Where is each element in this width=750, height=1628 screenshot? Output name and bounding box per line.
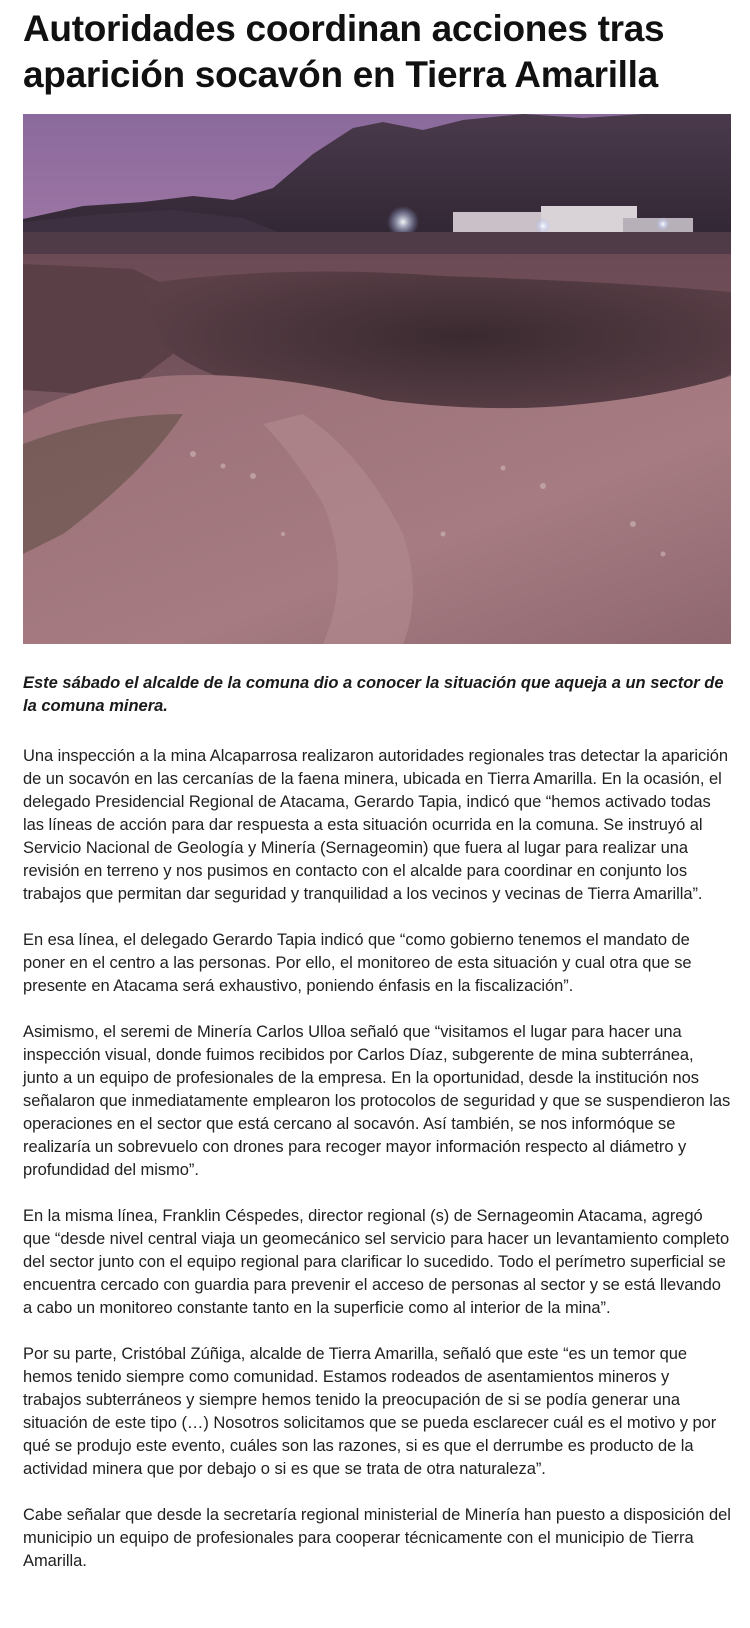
article-paragraph: Cabe señalar que desde la secretaría regional ministerial de Minería han puesto a disposición del municipio un equipo de profesionales para cooperar técnicamente con el municipio de Tierra Amarilla.	[23, 1506, 731, 1570]
article-body	[23, 745, 731, 1573]
news-article	[23, 0, 731, 1573]
article-headline: Autoridades coordinan acciones tras aparición socavón en Tierra Amarilla	[23, 8, 665, 95]
sinkhole-photo	[23, 114, 731, 644]
sinkhole-photo-illustration	[23, 114, 731, 644]
article-lead: Este sábado el alcalde de la comuna dio a conocer la situación que aqueja a un sector de la comuna minera.	[23, 674, 724, 715]
article-paragraph: En esa línea, el delegado Gerardo Tapia indicó que “como gobierno tenemos el mandato de poner en el centro a las personas. Por ello, el monitoreo de esta situación y cual otra que se presente en Atacama será exhaustivo, poniendo énfasis en la fiscalización”.	[23, 931, 692, 995]
article-paragraph: Por su parte, Cristóbal Zúñiga, alcalde de Tierra Amarilla, señaló que este “es un temor que hemos tenido siempre como comunidad. Estamos rodeados de asentamientos mineros y trabajos subterráneos y siempre hemos tenido la preocupación de si se podía generar una situación de este tipo (…) Nosotros solicitamos que se pueda esclarecer cuál es el motivo y por qué se produjo este evento, cuáles son las razones, si es que el derrumbe es producto de la actividad minera que por debajo o si es que se trata de otra naturaleza”.	[23, 1345, 717, 1478]
article-paragraph: Una inspección a la mina Alcaparrosa realizaron autoridades regionales tras detectar la aparición de un socavón en las cercanías de la faena minera, ubicada en Tierra Amarilla. En la ocasión, el delegado Presidencial Regional de Atacama, Gerardo Tapia, indicó que “hemos activado todas las líneas de acción para dar respuesta a esta situación ocurrida en la comuna. Se instruyó al Servicio Nacional de Geología y Minería (Sernageomin) que fuera al lugar para realizar una revisión en terreno y nos pusimos en contacto con el alcalde para coordinar en conjunto los trabajos que permitan dar seguridad y tranquilidad a los vecinos y vecinas de Tierra Amarilla”.	[23, 747, 729, 903]
article-paragraph: Asimismo, el seremi de Minería Carlos Ulloa señaló que “visitamos el lugar para hacer una inspección visual, donde fuimos recibidos por Carlos Díaz, subgerente de mina subterránea, junto a un equipo de profesionales de la empresa. En la oportunidad, desde la institución nos señalaron que inmediatamente emplearon los protocolos de seguridad y que se suspendieron las operaciones en el sector que está cercano al socavón. Así también, se nos informóque se realizaría un sobrevuelo con drones para recoger mayor información respecto al diámetro y profundidad del mismo”.	[23, 1023, 731, 1179]
article-paragraph: En la misma línea, Franklin Céspedes, director regional (s) de Sernageomin Atacama, agregó que “desde nivel central viaja un geomecánico sel servicio para hacer un levantamiento completo del sector junto con el equipo regional para clarificar lo sucedido. Todo el perímetro superficial se encuentra cercado con guardia para prevenir el acceso de personas al sector y se está llevando a cabo un monitoreo constante tanto en la superficie como al interior de la mina”.	[23, 1207, 730, 1317]
